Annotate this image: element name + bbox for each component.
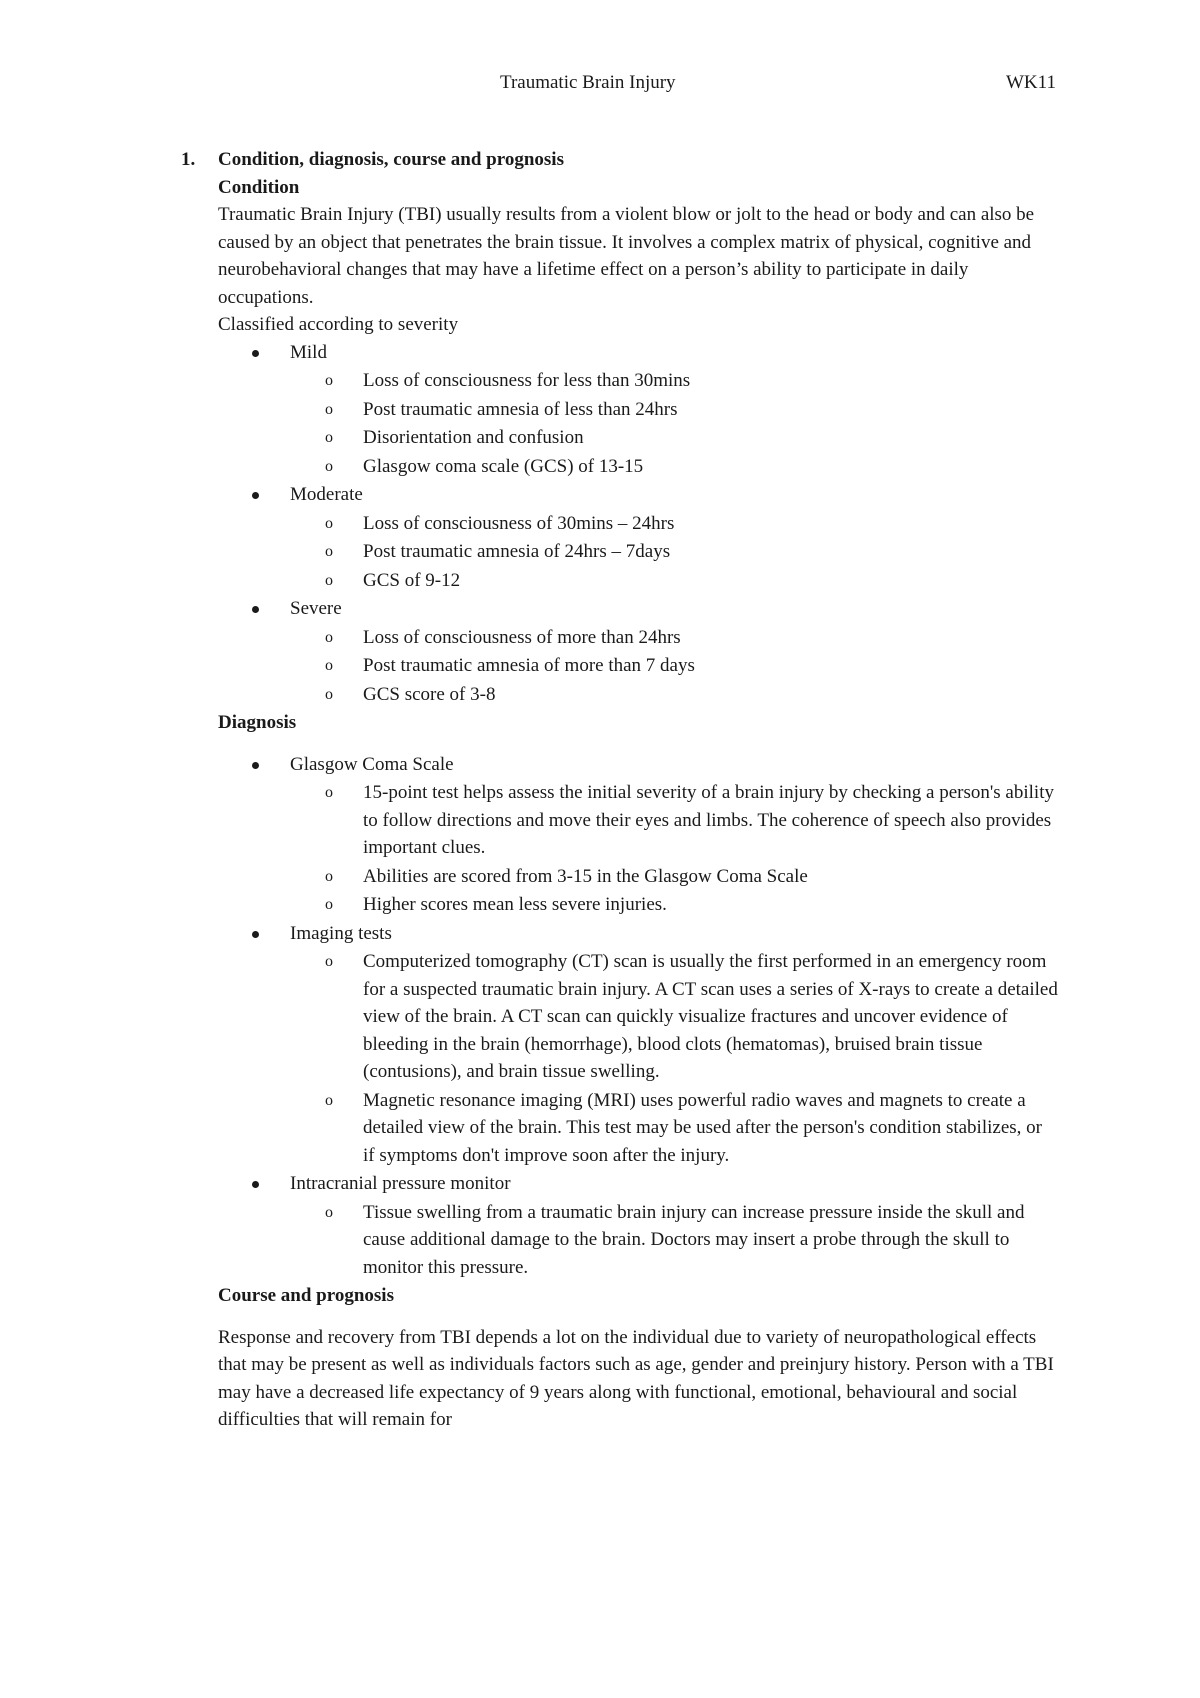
- diagnosis-item-imaging: [290, 920, 1058, 1170]
- running-header: [0, 72, 1200, 100]
- bullet-circle-icon: o: [325, 896, 333, 913]
- bullet-circle-icon: o: [325, 514, 333, 532]
- diagnosis-label: Glasgow Coma Scale: [290, 753, 454, 775]
- bullet-circle-icon: o: [325, 685, 333, 703]
- severity-label: Moderate: [290, 484, 363, 505]
- list-item: o Abilities are scored from 3-15 in the Glasgow Coma Scale: [363, 863, 1058, 891]
- section-heading: Condition, diagnosis, course and prognosis: [218, 149, 564, 170]
- bullet-circle-icon: o: [325, 429, 333, 446]
- bullet-dot-icon: [252, 762, 259, 769]
- header-title: Traumatic Brain Injury: [500, 72, 676, 93]
- list-item: o Higher scores mean less severe injuries.: [363, 891, 1058, 919]
- list-item: o Computerized tomography (CT) scan is usually the first performed in an emergency room for a suspected traumatic brain injury. A CT scan uses a series of X-rays to create a detailed view of the brain. A CT scan can quickly visualize fractures and uncover evidence of bleeding in the brain (hemorrhage), blood clots (hematomas), bruised brain tissue (contusions), and brain tissue swelling.: [363, 948, 1058, 1086]
- list-item: o Post traumatic amnesia of 24hrs – 7days: [363, 538, 1058, 566]
- diagnosis-list: [218, 751, 1058, 1282]
- list-item: o Loss of consciousness of 30mins – 24hrs: [363, 510, 1058, 538]
- severity-sublist: [290, 624, 1058, 709]
- diagnosis-sublist: [290, 779, 1058, 919]
- list-item: o Disorientation and confusion: [363, 424, 1058, 452]
- list-item: o Loss of consciousness of more than 24hrs: [363, 624, 1058, 652]
- section-number: 1.: [181, 149, 196, 170]
- list-item: o Glasgow coma scale (GCS) of 13-15: [363, 453, 1058, 481]
- severity-label: Mild: [290, 341, 327, 363]
- severity-item-severe: [290, 595, 1058, 708]
- classified-label: Classified according to severity: [218, 314, 459, 335]
- diagnosis-item-gcs: [290, 751, 1058, 919]
- severity-list: [218, 339, 1058, 709]
- list-item: o Loss of consciousness for less than 30mins: [363, 367, 1058, 395]
- bullet-circle-icon: o: [325, 628, 333, 646]
- severity-sublist: [290, 367, 1058, 480]
- list-item: o 15-point test helps assess the initial severity of a brain injury by checking a person's ability to follow directions and move their eyes and limbs. The coherence of speech also provides important clues.: [363, 779, 1058, 862]
- diagnosis-heading: Diagnosis: [218, 712, 297, 733]
- bullet-dot-icon: [252, 1181, 259, 1188]
- list-item: o GCS of 9-12: [363, 567, 1058, 595]
- severity-label: Severe: [290, 598, 342, 619]
- severity-sublist: [290, 510, 1058, 595]
- bullet-circle-icon: o: [325, 1091, 333, 1109]
- bullet-circle-icon: o: [325, 1203, 333, 1221]
- header-week: WK11: [1006, 72, 1056, 93]
- list-item: o Post traumatic amnesia of more than 7 days: [363, 652, 1058, 680]
- severity-item-moderate: [290, 481, 1058, 594]
- bullet-circle-icon: o: [325, 457, 333, 475]
- list-item: o Post traumatic amnesia of less than 24hrs: [363, 396, 1058, 424]
- bullet-dot-icon: [252, 606, 259, 613]
- condition-paragraph: Traumatic Brain Injury (TBI) usually results from a violent blow or jolt to the head or body and can also be caused by an object that penetrates the brain tissue. It involves a complex matrix of physical, cognitive and neurobehavioral changes that may have a lifetime effect on a person’s ability to participate in daily occupations.: [218, 204, 1035, 308]
- diagnosis-item-icp-monitor: [290, 1170, 1058, 1281]
- bullet-circle-icon: o: [325, 571, 333, 589]
- severity-item-mild: [290, 339, 1058, 481]
- bullet-circle-icon: o: [325, 953, 333, 970]
- bullet-dot-icon: [252, 931, 259, 938]
- document-body: [181, 146, 1058, 1434]
- bullet-circle-icon: o: [325, 372, 333, 389]
- bullet-dot-icon: [252, 492, 259, 499]
- bullet-circle-icon: o: [325, 657, 333, 674]
- bullet-circle-icon: o: [325, 784, 333, 801]
- diagnosis-label: Imaging tests: [290, 922, 392, 944]
- diagnosis-label: Intracranial pressure monitor: [290, 1173, 511, 1194]
- diagnosis-sublist: [290, 1199, 1058, 1282]
- list-item: o Tissue swelling from a traumatic brain injury can increase pressure inside the skull and cause additional damage to the brain. Doctors may insert a probe through the skull to monitor this pressure.: [363, 1199, 1058, 1282]
- condition-heading: Condition: [218, 176, 300, 198]
- bullet-circle-icon: o: [325, 867, 333, 885]
- bullet-circle-icon: o: [325, 543, 333, 560]
- course-paragraph: Response and recovery from TBI depends a lot on the individual due to variety of neuropathological effects that may be present as well as individuals factors such as age, gender and preinjury history. Person with a TBI may have a decreased life expectancy of 9 years along with functional, emotional, behavioural and social difficulties that will remain for: [218, 1326, 1054, 1430]
- diagnosis-sublist: [290, 948, 1058, 1169]
- bullet-dot-icon: [252, 350, 259, 357]
- list-item: o Magnetic resonance imaging (MRI) uses powerful radio waves and magnets to create a detailed view of the brain. This test may be used after the person's condition stabilizes, or if symptoms don't improve soon after the injury.: [363, 1087, 1058, 1170]
- course-heading: Course and prognosis: [218, 1285, 394, 1306]
- list-item: o GCS score of 3-8: [363, 681, 1058, 709]
- bullet-circle-icon: o: [325, 400, 333, 418]
